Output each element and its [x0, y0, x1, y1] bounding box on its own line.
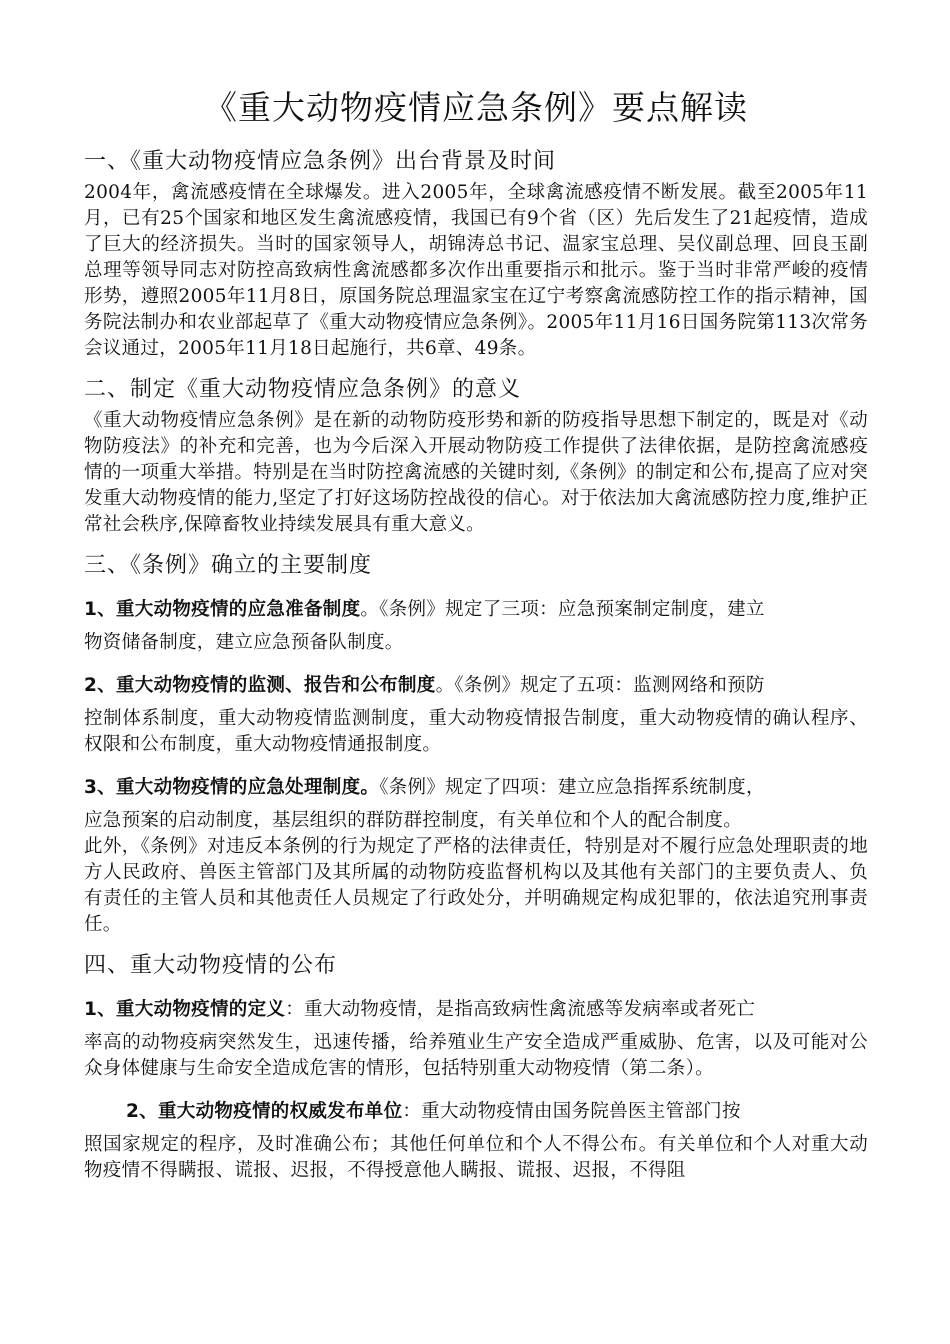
item-text: 控制体系制度，重大动物疫情监测制度，重大动物疫情报告制度，重大动物疫情的确认程序、权限和公布制度，重大动物疫情通报制度。: [84, 708, 868, 755]
item-text: ：重大动物疫情由国务院兽医主管部门按: [402, 1101, 741, 1122]
section-heading: 四、重大动物疫情的公布: [84, 953, 338, 978]
section-main-systems: [84, 548, 868, 938]
list-item: [84, 768, 868, 834]
item-text: ：重大动物疫情，是指高致病性禽流感等发病率或者死亡: [285, 999, 756, 1020]
list-item: [84, 1092, 868, 1184]
list-item: [84, 666, 868, 758]
section-heading: 一、《重大动物疫情应急条例》出台背景及时间: [84, 149, 557, 174]
item-text: 应急预案的启动制度，基层组织的群防群控制度，有关单位和个人的配合制度。: [84, 810, 743, 831]
section-heading: 三、《条例》确立的主要制度: [84, 553, 373, 578]
section-paragraph: 《重大动物疫情应急条例》是在新的动物防疫形势和新的防疫指导思想下制定的，既是对《动物防疫法》的补充和完善，也为今后深入开展动物防疫工作提供了法律依据，是防控禽流感疫情的一项重大举措。特别是在当时防控禽流感的关键时刻,《条例》的制定和公布,提高了应对突发重大动物疫情的能力,坚定了打好这场防控战役的信心。对于依法加大禽流感防控力度,维护正常社会秩序,保障畜牧业持续发展具有重大意义。: [84, 410, 868, 535]
item-text: 率高的动物疫病突然发生，迅速传播，给养殖业生产安全造成严重威胁、危害，以及可能对公众身体健康与生命安全造成危害的情形，包括特别重大动物疫情（第二条）。: [84, 1032, 868, 1079]
item-lead: 2、重大动物疫情的权威发布单位: [126, 1101, 403, 1122]
item-lead: 1、重大动物疫情的应急准备制度: [84, 599, 361, 620]
list-item: [84, 990, 868, 1082]
item-lead: 1、重大动物疫情的定义: [84, 999, 286, 1020]
document-title: 《重大动物疫情应急条例》要点解读: [204, 88, 748, 127]
item-text: 《条例》规定了四项：建立应急指挥系统制度，: [379, 777, 765, 798]
item-text: 照国家规定的程序，及时准确公布；其他任何单位和个人不得公布。有关单位和个人对重大动物疫情不得瞒报、谎报、迟报，不得授意他人瞒报、谎报、迟报，不得阻: [84, 1134, 868, 1181]
item-text: 。《条例》规定了五项：监测网络和预防: [435, 675, 765, 696]
section-heading: 二、制定《重大动物疫情应急条例》的意义: [84, 377, 522, 402]
section-paragraph: 此外，《条例》对违反本条例的行为规定了严格的法律责任，特别是对不履行应急处理职责的地方人民政府、兽医主管部门及其所属的动物防疫监督机构以及其他有关部门的主要负责人、负有责任的主管人员和其他责任人员规定了行政处分，并明确规定构成犯罪的，依法追究刑事责任。: [84, 836, 868, 935]
section-paragraph: 2004年，禽流感疫情在全球爆发。进入2005年，全球禽流感疫情不断发展。截至2005年11月，已有25个国家和地区发生禽流感疫情，我国已有9个省（区）先后发生了21起疫情，造成了巨大的经济损失。当时的国家领导人，胡锦涛总书记、温家宝总理、吴仪副总理、回良玉副总理等领导同志对防控高致病性禽流感都多次作出重要指示和批示。鉴于当时非常严峻的疫情形势，遵照2005年11月8日，原国务院总理温家宝在辽宁考察禽流感防控工作的指示精神，国务院法制办和农业部起草了《重大动物疫情应急条例》。2005年11月16日国务院第113次常务会议通过，2005年11月18日起施行，共6章、49条。: [84, 182, 868, 359]
item-text: 物资储备制度，建立应急预备队制度。: [84, 632, 404, 653]
section-background: [84, 144, 868, 362]
section-significance: [84, 372, 868, 538]
section-publication: [84, 948, 868, 1184]
item-lead: 3、重大动物疫情的应急处理制度。: [84, 777, 380, 798]
item-text: 。《条例》规定了三项：应急预案制定制度，建立: [360, 599, 765, 620]
item-lead: 2、重大动物疫情的监测、报告和公布制度: [84, 675, 436, 696]
list-item: [84, 590, 868, 656]
